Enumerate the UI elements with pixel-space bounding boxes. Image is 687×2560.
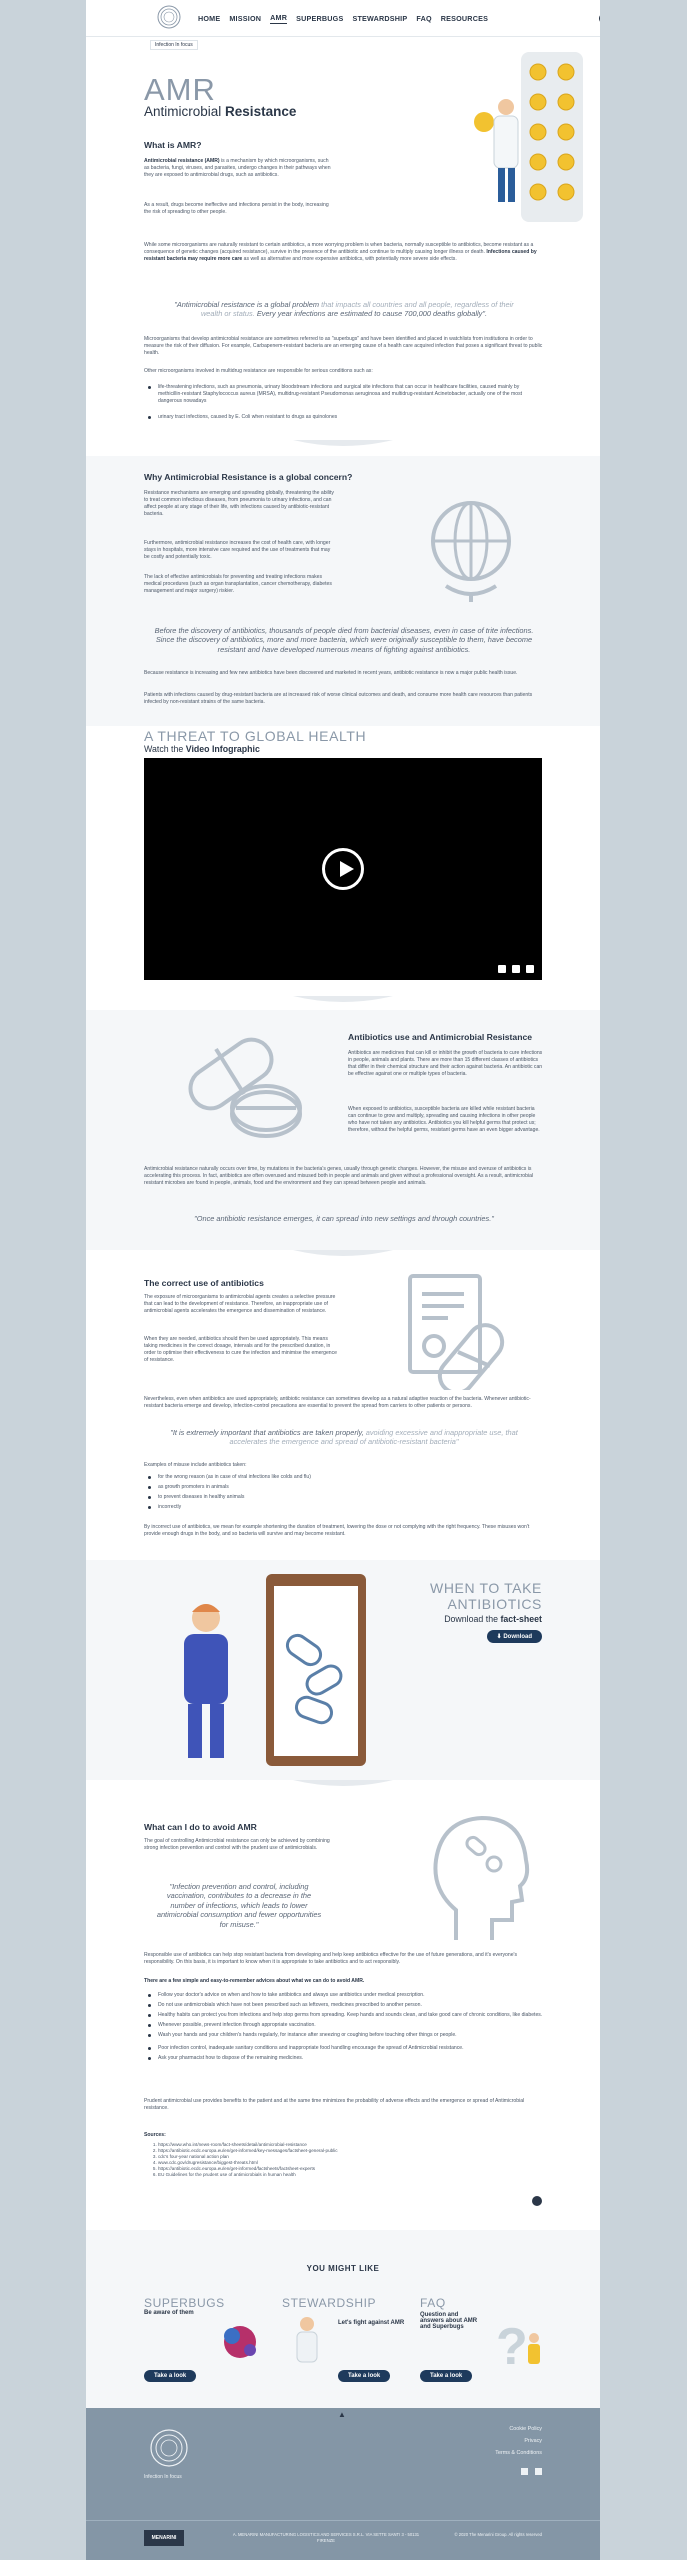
globe-icon (426, 496, 516, 606)
card-superbugs[interactable] (144, 2296, 272, 2396)
correct-use-p1: The exposure of microorganisms to antimicrobial agents creates a selective pressure that can lead to the development of resistance. Therefore, an inappropriate use of antimicrobial agents accelerates the emergence and dissemination of resistance. (144, 1294, 336, 1314)
misuse-list (144, 1474, 544, 1514)
menarini-logo[interactable]: MENARINI (144, 2530, 184, 2546)
concern-p5: Patients with infections caused by drug-resistant bacteria are at increased risk of worse clinical outcomes and death, and consume more health care resources than patients infected by non-resistant strains of the same bacteria. (144, 692, 533, 705)
you-might-like-heading: YOU MIGHT LIKE (306, 2264, 380, 2273)
top-nav (86, 0, 600, 37)
video-title: A THREAT TO GLOBAL HEALTH (144, 728, 367, 744)
sources-list (150, 2142, 450, 2178)
terms-link[interactable]: Terms & Conditions (495, 2450, 542, 2456)
list-item: Poor infection control, inadequate sanitary conditions and inappropriate food handling encourage the spread of Antimicrobial resistance. (144, 2045, 544, 2052)
concern-quote: Before the discovery of antibiotics, thousands of people died from bacterial diseases, even in case of trite infections. Since the discovery of antibiotics, more and more bacteria, which were originally susceptible to them, have become resistant and have developed numerous means of fighting against antibiotics. (154, 626, 534, 654)
you-might-like-section (86, 2230, 600, 2408)
cookie-policy-link[interactable]: Cookie Policy (509, 2426, 542, 2432)
list-item: Ask your pharmacist how to dispose of the remaining medicines. (144, 2055, 544, 2062)
section-divider (293, 996, 393, 1006)
antibiotics-use-section (86, 1010, 600, 1250)
logo-caption: Infection In focus (150, 40, 198, 50)
footer-divider (86, 2520, 600, 2521)
avoid-amr-p3: Prudent antimicrobial use provides benefits to the patient and at the same time minimizes the probability of adverse effects and the emergence or spread of Antimicrobial resistance. (144, 2098, 525, 2111)
youtube-icon[interactable] (521, 2468, 528, 2475)
tips-intro: There are a few simple and easy-to-remember advices about what we can do to avoid AMR. (144, 1978, 365, 1984)
nav-stewardship[interactable]: STEWARDSHIP (352, 14, 408, 23)
nav-resources[interactable]: RESOURCES (440, 14, 489, 23)
factsheet-subtitle: Download the fact-sheet (444, 1614, 542, 1624)
share-icon[interactable] (498, 965, 506, 973)
footer-logo[interactable] (144, 2426, 194, 2470)
footer (86, 2408, 600, 2560)
page-title: AMR (144, 72, 216, 107)
source-link[interactable]: 1. https://www.who.int/news-room/fact-sheets/detail/antimicrobial-resistance (158, 2142, 450, 2148)
what-is-amr-heading: What is AMR? (144, 140, 202, 150)
source-link[interactable]: 5. https://antibiotic.ecdc.europa.eu/en/get-informed/factsheets/factsheet-experts (158, 2166, 450, 2172)
concern-p4: Because resistance is increasing and few new antibiotics have been discovered and marketed in recent years, antibiotic resistance is now a major public health issue. (144, 670, 518, 676)
avoid-amr-section (86, 1800, 600, 2220)
correct-use-p4: By incorrect use of antibiotics, we mean for example shortening the duration of treatment, lowering the dose or not complying with the right frequency. These misuses won't provide enough drugs in the body, and so bacteria will survive and may become resistant. (144, 1524, 530, 1537)
list-item: Do not use antimicrobials which have not been prescribed such as leftovers, medicines prescribed to another person. (144, 2002, 544, 2009)
card-title: SUPERBUGS (144, 2296, 225, 2310)
page (86, 0, 600, 2560)
source-link[interactable]: 6. EU Guidelines for the prudent use of antimicrobials in human health (158, 2172, 450, 2178)
head-pills-icon (426, 1810, 536, 1950)
download-button[interactable]: ⬇ Download (487, 1630, 542, 1643)
share-icon[interactable] (532, 2196, 542, 2206)
pills-icon (176, 1034, 316, 1154)
hero-quote: "Antimicrobial resistance is a global problem that impacts all countries and all people, regardless of their wealth or status. Every year infections are estimated to cause 700,000 deaths globally". (174, 300, 514, 319)
subtitle-light: Antimicrobial (144, 104, 222, 119)
svg-text:?: ? (496, 2318, 528, 2370)
what-is-amr-p3: While some microorganisms are naturally resistant to certain antibiotics, a more worrying problem is when bacteria, normally susceptible to antibiotics, become resistant as a consequence of genetic changes (acquired resistance), survive in the presence of the antibiotic and continue to multiply causing longer illness or death. Infections caused by resistant bacteria may require more care as well as alternative and more expensive antibiotics, with potentially more severe side effects. (144, 242, 537, 262)
concern-p2: Furthermore, antimicrobial resistance increases the cost of health care, with longer stays in hospitals, more intensive care required and the use of treatments that may be costly and potentially toxic. (144, 540, 331, 560)
superbugs-paragraph: Microorganisms that develop antimicrobial resistance are sometimes referred to as "superbugs" and have been identified and placed in watchlists from institutions in order to measure the risk of their diffusion. For example, Carbapenem-resistant bacteria are an emerging cause of a health care acquired infection that poses a significant threat to public health. (144, 336, 543, 356)
list-item: urinary tract infections, caused by E. Coli when resistant to drugs as quinolones (144, 414, 544, 421)
fullscreen-icon[interactable] (526, 965, 534, 973)
nav-links (198, 0, 488, 37)
take-a-look-button[interactable]: Take a look (420, 2370, 472, 2382)
list-item: as growth promoters in animals (144, 1484, 544, 1491)
source-link[interactable]: 4. www.cdc.gov/drugresistance/biggest-threats.html (158, 2160, 450, 2166)
nav-superbugs[interactable]: SUPERBUGS (296, 14, 344, 23)
source-link[interactable]: 3. cdc's four-year national action plan (158, 2154, 450, 2160)
section-divider (293, 1250, 393, 1260)
concern-heading: Why Antimicrobial Resistance is a global concern? (144, 472, 353, 482)
list-item: Follow your doctor's advice on when and how to take antibiotics and always use antibiotics under medical prescription. (144, 1992, 544, 1999)
avoid-amr-heading: What can I do to avoid AMR (144, 1822, 257, 1832)
correct-use-section (86, 1270, 600, 1560)
card-stewardship[interactable] (282, 2296, 410, 2396)
video-subtitle: Watch the Video Infographic (144, 744, 260, 754)
list-item: Wash your hands and your children's hands regularly, for instance after sneezing or coughing before touching other things or people. (144, 2032, 544, 2039)
list-item: life-threatening infections, such as pneumonia, urinary bloodstream infections and surgical site infections that can occur in healthcare facilities, caused mainly by methicillin-resistant Staphylococcus aureus (MRSA), multidrug-resistant Pseudomonas aeruginosa and multidrug-resistant Acinetobacter, actually one of the most dangerous nowadays (144, 384, 544, 405)
footer-logo-text: Infection In focus (144, 2474, 182, 2480)
linkedin-icon[interactable] (535, 2468, 542, 2475)
card-subtitle: Question and answers about AMR and Superbugs (420, 2312, 478, 2330)
antibiotics-use-heading: Antibiotics use and Antimicrobial Resistance (348, 1032, 533, 1042)
factsheet-section (86, 1560, 600, 1780)
misuse-intro: Examples of misuse include antibiotics taken: (144, 1462, 247, 1468)
social-icons (422, 2462, 542, 2480)
avoid-amr-p2: Responsible use of antibiotics can help stop resistant bacteria from developing and help keep antibiotics effective for the use of future generations, and it's everyone's responsibility. On this basis, it is important to know when it is appropriate to take antibiotics and to act responsibly. (144, 1952, 518, 1965)
card-faq[interactable] (420, 2296, 548, 2396)
antibiotics-use-p3: Antimicrobial resistance naturally occurs over time, by mutations in the bacteria's genes, usually through genetic changes. However, the misuse and overuse of antibiotics is accelerating this process. In fact, antibiotics are often overused and misused both in people and animals and given without a professional oversight. As a result, antimicrobial resistant microbes are found in people, animals, food and the environment and they can spread between people and animals. (144, 1166, 534, 1186)
video-controls (498, 965, 534, 973)
subtitle-bold: Resistance (225, 104, 297, 119)
list-item: Whenever possible, prevent infection through appropriate vaccination. (144, 2022, 544, 2029)
factsheet-callout (430, 1580, 542, 1643)
list-item: Healthy habits can protect you from infections and help stop germs from spreading. Keep hands and sounds clean, and take good care of chronic conditions, like diabetes. (144, 2012, 544, 2019)
doctor-illustration (282, 2312, 332, 2370)
question-mark-illustration (488, 2312, 548, 2370)
section-divider (293, 1780, 393, 1790)
conditions-list (144, 384, 544, 424)
antibiotics-use-p1: Antibiotics are medicines that can kill or inhibit the growth of bacteria to cure infections in people, animals and plants. There are more than 15 different classes of antibiotics that differ in their chemical structure and their action against bacteria. An antibiotic can be effective against one or multiple types of bacteria. (348, 1050, 543, 1077)
list-item: incorrectly (144, 1504, 544, 1511)
doctor-clipboard-illustration (146, 1570, 376, 1770)
avoid-amr-quote: "Infection prevention and control, including vaccination, contributes to a decrease in the number of infections, which leads to lower antimicrobial consumption and fewer opportunities for misuse." (156, 1882, 322, 1929)
nav-amr[interactable]: AMR (270, 13, 288, 22)
take-a-look-button[interactable]: Take a look (338, 2370, 390, 2382)
sources-heading: Sources: (144, 2132, 166, 2138)
page-subtitle (144, 104, 296, 119)
user-icon[interactable] (599, 13, 600, 24)
card-subtitle: Be aware of them (144, 2310, 194, 2316)
footer-copyright: © 2020 The Menarini Group. All rights reserved (454, 2532, 542, 2537)
footer-links (422, 2426, 542, 2480)
list-item: for the wrong reason (as in case of viral infections like colds and flu) (144, 1474, 544, 1481)
card-subtitle: Let's fight against AMR (338, 2320, 405, 2326)
concern-p1: Resistance mechanisms are emerging and spreading globally, threatening the ability to treat common infectious diseases, from pneumonia to urinary infections, and can affect people at any stage of their life, with infections caused by antibiotic-resistant bacteria. (144, 490, 334, 517)
nav-home[interactable]: HOME (198, 14, 221, 23)
prescription-icon (404, 1272, 534, 1390)
correct-use-p2: When they are needed, antibiotics should then be used appropriately. This means taking medicines in the correct dosage, intervals and for the prescribed duration, in order to optimise their effectiveness to cure the infection and minimise the emergence of resistance. (144, 1336, 338, 1363)
pill-pack-illustration (466, 52, 596, 222)
list-item: to prevent diseases in healthy animals (144, 1494, 544, 1501)
antibiotics-use-quote: "Once antibiotic resistance emerges, it can spread into new settings and through countries." (194, 1214, 494, 1223)
download-button-label: Download (503, 1634, 532, 1640)
footer-address: A. MENARINI MANUFACTURING LOGISTICS AND SERVICES S.R.L. VIA SETTE SANTI 3 - 50131 FIRENZE (232, 2532, 420, 2543)
video-player[interactable] (144, 758, 542, 980)
hero-section (86, 50, 600, 440)
correct-use-p3: Nevertheless, even when antibiotics are used appropriately, antibiotic resistance can sometimes develop as a natural adaptive reaction of the bacteria. Whenever antibiotic-resistant bacteria emerge and develop, infection-control precautions are essential to prevent the spread from carriers to other patients or persons. (144, 1396, 531, 1409)
nav-mission[interactable]: MISSION (229, 14, 262, 23)
what-is-amr-p2: As a result, drugs become ineffective and infections persist in the body, increasing the risk of spreading to other people. (144, 202, 329, 215)
youtube-icon[interactable] (512, 965, 520, 973)
nav-faq[interactable]: FAQ (416, 14, 432, 23)
section-divider (293, 440, 393, 450)
play-icon[interactable] (322, 848, 364, 890)
privacy-link[interactable]: Privacy (524, 2438, 542, 2444)
other-microorganisms-paragraph: Other microorganisms involved in multidrug resistance are responsible for serious conditions such as: (144, 368, 373, 374)
tips-list (144, 1992, 544, 2065)
antibiotics-use-p2: When exposed to antibiotics, susceptible bacteria are killed while resistant bacteria can continue to grow and multiply, spreading and causing infections in other people who have not taken any antibiotics. Antibiotics you kill helpful germs that protect us; therefore, without the helpful germs, resistant germs have an even bigger advantage. (348, 1106, 540, 1133)
site-logo[interactable] (150, 4, 188, 34)
factsheet-title-1: WHEN TO TAKE (430, 1580, 542, 1596)
concern-p3: The lack of effective antimicrobials for preventing and treating infections makes medical procedures (such as organ transplantation, cancer chemotherapy, diabetes management and major surgery) riskier. (144, 574, 332, 594)
source-link[interactable]: 2. https://antibiotic.ecdc.europa.eu/en/get-informed/key-messages/factsheet-general-public (158, 2148, 450, 2154)
concern-section (86, 456, 600, 726)
card-title: STEWARDSHIP (282, 2296, 377, 2310)
correct-use-heading: The correct use of antibiotics (144, 1278, 264, 1288)
video-section (86, 726, 600, 996)
factsheet-title-2: ANTIBIOTICS (447, 1596, 542, 1612)
correct-use-quote: "It is extremely important that antibiotics are taken properly, avoiding excessive and inappropriate use, that accelerates the emergence and spread of antibiotic-resistant bacteria" (170, 1428, 518, 1447)
card-title: FAQ (420, 2296, 446, 2310)
what-is-amr-p1: Antimicrobial resistance (AMR) is a mechanism by which microorganisms, such as bacteria, fungi, viruses, and parasites, undergo changes in their pathways when they are exposed to antimicrobial drugs, such as antibiotics. (144, 158, 331, 178)
bacteria-illustration (210, 2312, 270, 2370)
avoid-amr-p1: The goal of controlling Antimicrobial resistance can only be achieved by combining strong infection prevention and control with the prudent use of antimicrobials. (144, 1838, 330, 1851)
back-to-top-icon[interactable]: ▲ (338, 2410, 346, 2419)
take-a-look-button[interactable]: Take a look (144, 2370, 196, 2382)
